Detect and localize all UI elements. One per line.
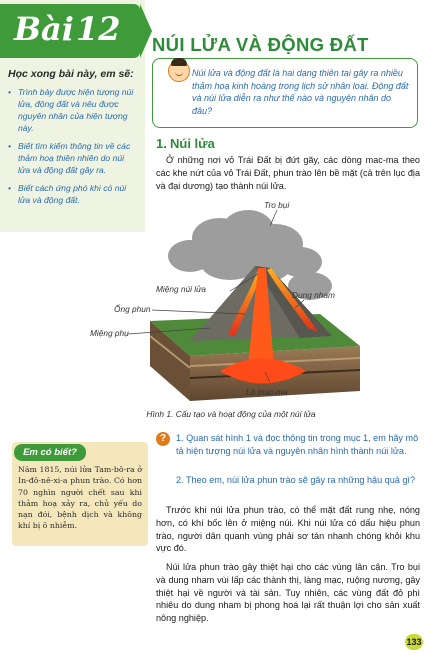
question-item: 2. Theo em, núi lửa phun trào sẽ gây ra những hậu quả gì? [176, 475, 416, 485]
lesson-number: 12 [76, 10, 121, 48]
did-you-know-title: Em có biết? [14, 444, 86, 461]
label-ash: Tro bụi [264, 200, 290, 210]
label-lava: Dung nham [292, 290, 335, 300]
student-avatar-icon [168, 60, 190, 82]
goal-item: • Biết tìm kiếm thông tin về các thảm hoạ thiên nhiên do núi lửa và động đất gây ra. [8, 140, 138, 176]
section-paragraph: Ở những nơi vỏ Trái Đất bị đứt gãy, các dòng mac-ma theo các khe nứt của vỏ Trái Đất, phun trào lên bề mặt (cả trên lục địa và đại dương) tạo thành núi lửa. [156, 155, 420, 191]
body-paragraph: Núi lửa phun trào gây thiệt hại cho các vùng lân cận. Tro bụi và dung nham vùi lấp các thành thị, làng mạc, ruộng nương, gây thiệt hại về người và tài sản. Tuy nhiên, các vùng đất đỏ phì nhiêu do dung nham bị phong hoá lại rất thuận lợi cho sản xuất nông nghiệp. [156, 562, 420, 624]
section-title: Núi lửa [170, 136, 215, 151]
goals-list [8, 86, 138, 212]
goal-item: • Biết cách ứng phó khi có núi lửa và động đất. [8, 182, 138, 206]
label-vent: Ống phun [114, 304, 151, 314]
label-magma: Lò mac-ma [246, 387, 288, 397]
did-you-know-text: Năm 1815, núi lửa Tam-bô-ra ở In-đô-nê-xi-a phun trào. Có hơn 70 nghìn người chết sau khi thảm hoạ xảy ra, chủ yếu do nạn đói, bệnh dịch và không khí bị ô nhiễm. [18, 465, 142, 531]
lesson-word: Bài [14, 10, 74, 48]
question-item: 1. Quan sát hình 1 và đọc thông tin trong mục 1, em hãy mô tả hiện tượng núi lửa và nguyên nhân hình thành núi lửa. [176, 433, 419, 456]
body-paragraph: Trước khi núi lửa phun trào, có thể mặt đất rung nhẹ, nóng hơn, có khí bốc lên ở miệng núi. Khi núi lửa có dấu hiệu phun trào, người dân quanh vùng phải sơ tán nhanh chóng khỏi khu vực đó. [156, 505, 420, 554]
volcano-illustration [70, 196, 380, 408]
page-number: 133 [405, 634, 423, 650]
volcano-figure [70, 196, 380, 408]
question-icon: ? [156, 432, 170, 446]
label-side-crater: Miệng phụ [90, 328, 129, 338]
intro-text: Núi lửa và động đất là hai dạng thiên tai gây ra nhiều thảm hoạ kinh hoàng trong lịch sử nhân loại. Động đất và núi lửa diễn ra như thế nào và nguyên nhân do đâu? [192, 68, 409, 116]
section-number: 1. [156, 136, 167, 151]
page-title: NÚI LỬA VÀ ĐỘNG ĐẤT [152, 34, 369, 55]
goals-heading: Học xong bài này, em sẽ: [8, 68, 134, 80]
figure-caption: Hình 1. Cấu tạo và hoạt động của một núi lửa [146, 409, 316, 419]
label-crater: Miệng núi lửa [156, 284, 206, 294]
goal-item: • Trình bày được hiện tượng núi lửa, động đất và nêu được nguyên nhân của hiện tượng này. [8, 86, 138, 134]
